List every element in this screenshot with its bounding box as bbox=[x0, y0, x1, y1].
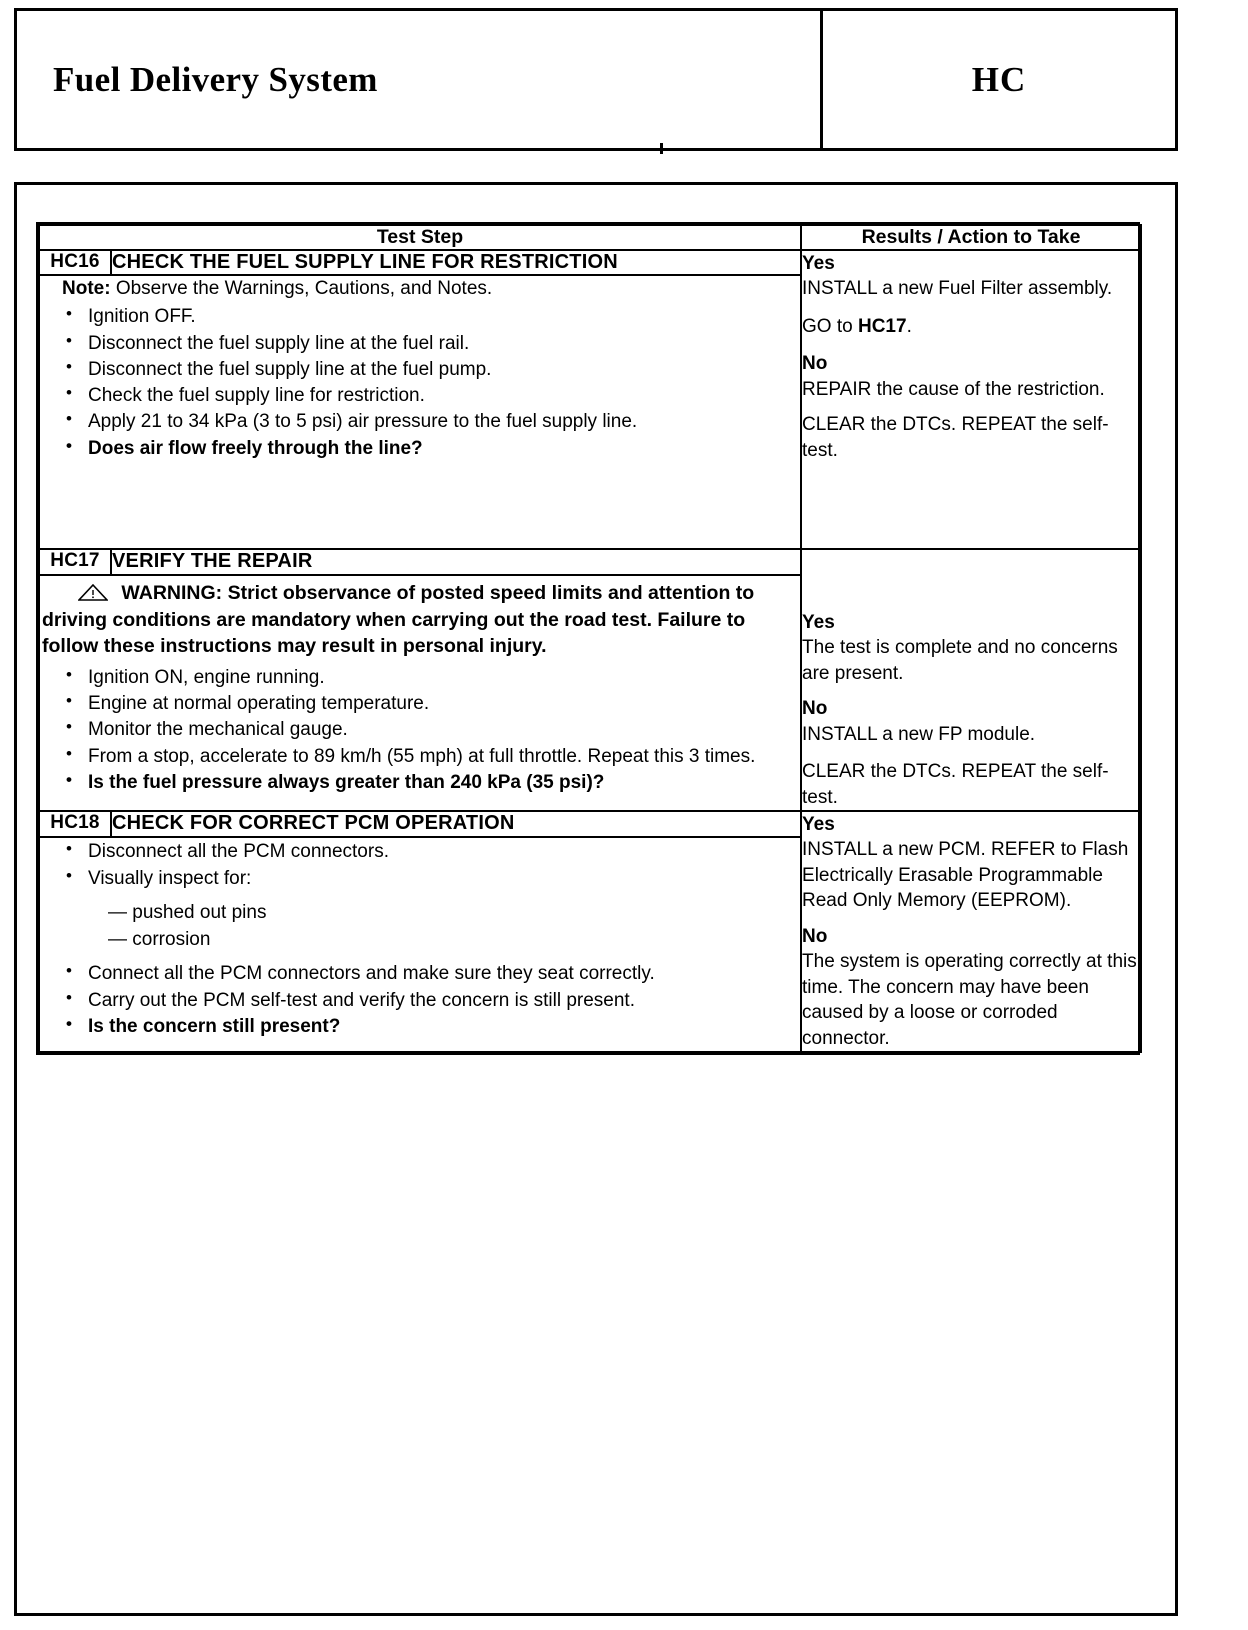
results-no-label: No bbox=[802, 925, 828, 947]
step-title-hc18: CHECK FOR CORRECT PCM OPERATION bbox=[111, 811, 801, 837]
column-header-test-step: Test Step bbox=[39, 225, 801, 250]
table-row bbox=[39, 549, 1141, 576]
note-label: Note: bbox=[62, 278, 111, 299]
step-body-hc17 bbox=[39, 575, 801, 811]
bullet-item-question: • Is the fuel pressure always greater than 240 kPa (35 psi)? bbox=[40, 770, 800, 795]
dash-item: — corrosion bbox=[108, 929, 211, 951]
bullet-item: • Connect all the PCM connectors and make sure they seat correctly. bbox=[40, 961, 800, 986]
warning-label: WARNING: bbox=[121, 582, 223, 605]
step-body-hc16 bbox=[39, 275, 801, 549]
step-title-hc17: VERIFY THE REPAIR bbox=[111, 549, 801, 576]
step-title-hc16: CHECK THE FUEL SUPPLY LINE FOR RESTRICTION bbox=[111, 250, 801, 275]
goto-target: HC17 bbox=[857, 315, 907, 337]
page-header bbox=[14, 8, 1178, 151]
bullet-item: • Apply 21 to 34 kPa (3 to 5 psi) air pressure to the fuel supply line. bbox=[40, 409, 800, 434]
spacer bbox=[40, 462, 800, 548]
results-no-label: No bbox=[802, 353, 828, 375]
dash-item: — pushed out pins bbox=[108, 901, 267, 923]
results-yes-text: INSTALL a new PCM. REFER to Flash Electrically Erasable Programmable Read Only Memory (EEPROM). bbox=[802, 839, 1129, 912]
page-header-code-cell bbox=[823, 11, 1175, 148]
results-no-text: The system is operating correctly at this time. The concern may have been caused by a loose or corroded connector. bbox=[802, 951, 1137, 1049]
table-row bbox=[39, 250, 1141, 275]
warning-text: Strict observance of posted speed limits and attention to driving conditions are mandatory when carrying out the road test. Failure to follow these instructions may result in personal injury. bbox=[42, 582, 755, 657]
step-bullets-hc17 bbox=[40, 665, 800, 795]
results-yes-label: Yes bbox=[802, 611, 835, 633]
step-body-hc18 bbox=[39, 837, 801, 1052]
warning-triangle-icon bbox=[78, 582, 108, 599]
step-bullets-hc18-b bbox=[40, 961, 800, 1039]
bullet-item-question: • Is the concern still present? bbox=[40, 1014, 800, 1039]
bullet-item-question: • Does air flow freely through the line? bbox=[40, 436, 800, 461]
results-no-extra: CLEAR the DTCs. REPEAT the self-test. bbox=[802, 414, 1109, 461]
header-tick-mark bbox=[660, 143, 663, 154]
results-cell-hc18 bbox=[801, 811, 1141, 1052]
results-no-label: No bbox=[802, 698, 828, 720]
results-no-extra: CLEAR the DTCs. REPEAT the self-test. bbox=[802, 761, 1109, 808]
note-line bbox=[62, 276, 800, 301]
results-yes-text: The test is complete and no concerns are present. bbox=[802, 637, 1118, 684]
warning-block bbox=[40, 580, 800, 658]
section-code: HC bbox=[971, 59, 1027, 99]
bullet-item: • Check the fuel supply line for restriction. bbox=[40, 383, 800, 408]
results-yes-text: INSTALL a new Fuel Filter assembly. bbox=[802, 278, 1113, 300]
results-no-text: INSTALL a new FP module. bbox=[802, 723, 1036, 745]
bullet-item: • Ignition ON, engine running. bbox=[40, 665, 800, 690]
table-header-row bbox=[39, 225, 1141, 250]
note-text: Observe the Warnings, Cautions, and Notes. bbox=[110, 278, 493, 299]
warning-icon-wrap bbox=[42, 582, 121, 604]
bullet-item: • Monitor the mechanical gauge. bbox=[40, 717, 800, 742]
step-id-hc16: HC16 bbox=[39, 250, 111, 275]
bullet-item: • Visually inspect for: bbox=[40, 866, 800, 891]
bullet-item: • Engine at normal operating temperature. bbox=[40, 691, 800, 716]
results-no-text: REPAIR the cause of the restriction. bbox=[802, 378, 1105, 400]
spacer bbox=[802, 550, 1140, 610]
results-yes-label: Yes bbox=[802, 253, 835, 274]
results-yes-goto bbox=[802, 314, 1140, 339]
results-yes-label: Yes bbox=[802, 814, 835, 836]
goto-prefix: GO to bbox=[802, 315, 853, 337]
table-row bbox=[39, 811, 1141, 837]
step-bullets-hc16 bbox=[40, 304, 800, 461]
bullet-item: • Disconnect the fuel supply line at the fuel pump. bbox=[40, 357, 800, 382]
column-header-results: Results / Action to Take bbox=[801, 225, 1141, 250]
step-id-hc18: HC18 bbox=[39, 811, 111, 837]
bullet-item: • Disconnect all the PCM connectors. bbox=[40, 839, 800, 864]
results-cell-hc16 bbox=[801, 250, 1141, 549]
page-header-title-cell bbox=[17, 11, 823, 148]
step-bullets-hc18-a bbox=[40, 839, 800, 891]
diagnostic-table bbox=[36, 222, 1140, 1055]
results-cell-hc17 bbox=[801, 549, 1141, 811]
goto-suffix: . bbox=[906, 315, 912, 337]
bullet-item: • From a stop, accelerate to 89 km/h (55 mph) at full throttle. Repeat this 3 times. bbox=[40, 744, 800, 769]
bullet-item: • Carry out the PCM self-test and verify the concern is still present. bbox=[40, 988, 800, 1013]
step-id-hc17: HC17 bbox=[39, 549, 111, 576]
bullet-item: • Disconnect the fuel supply line at the fuel rail. bbox=[40, 331, 800, 356]
page-title: Fuel Delivery System bbox=[53, 59, 378, 99]
bullet-item: • Ignition OFF. bbox=[40, 304, 800, 329]
